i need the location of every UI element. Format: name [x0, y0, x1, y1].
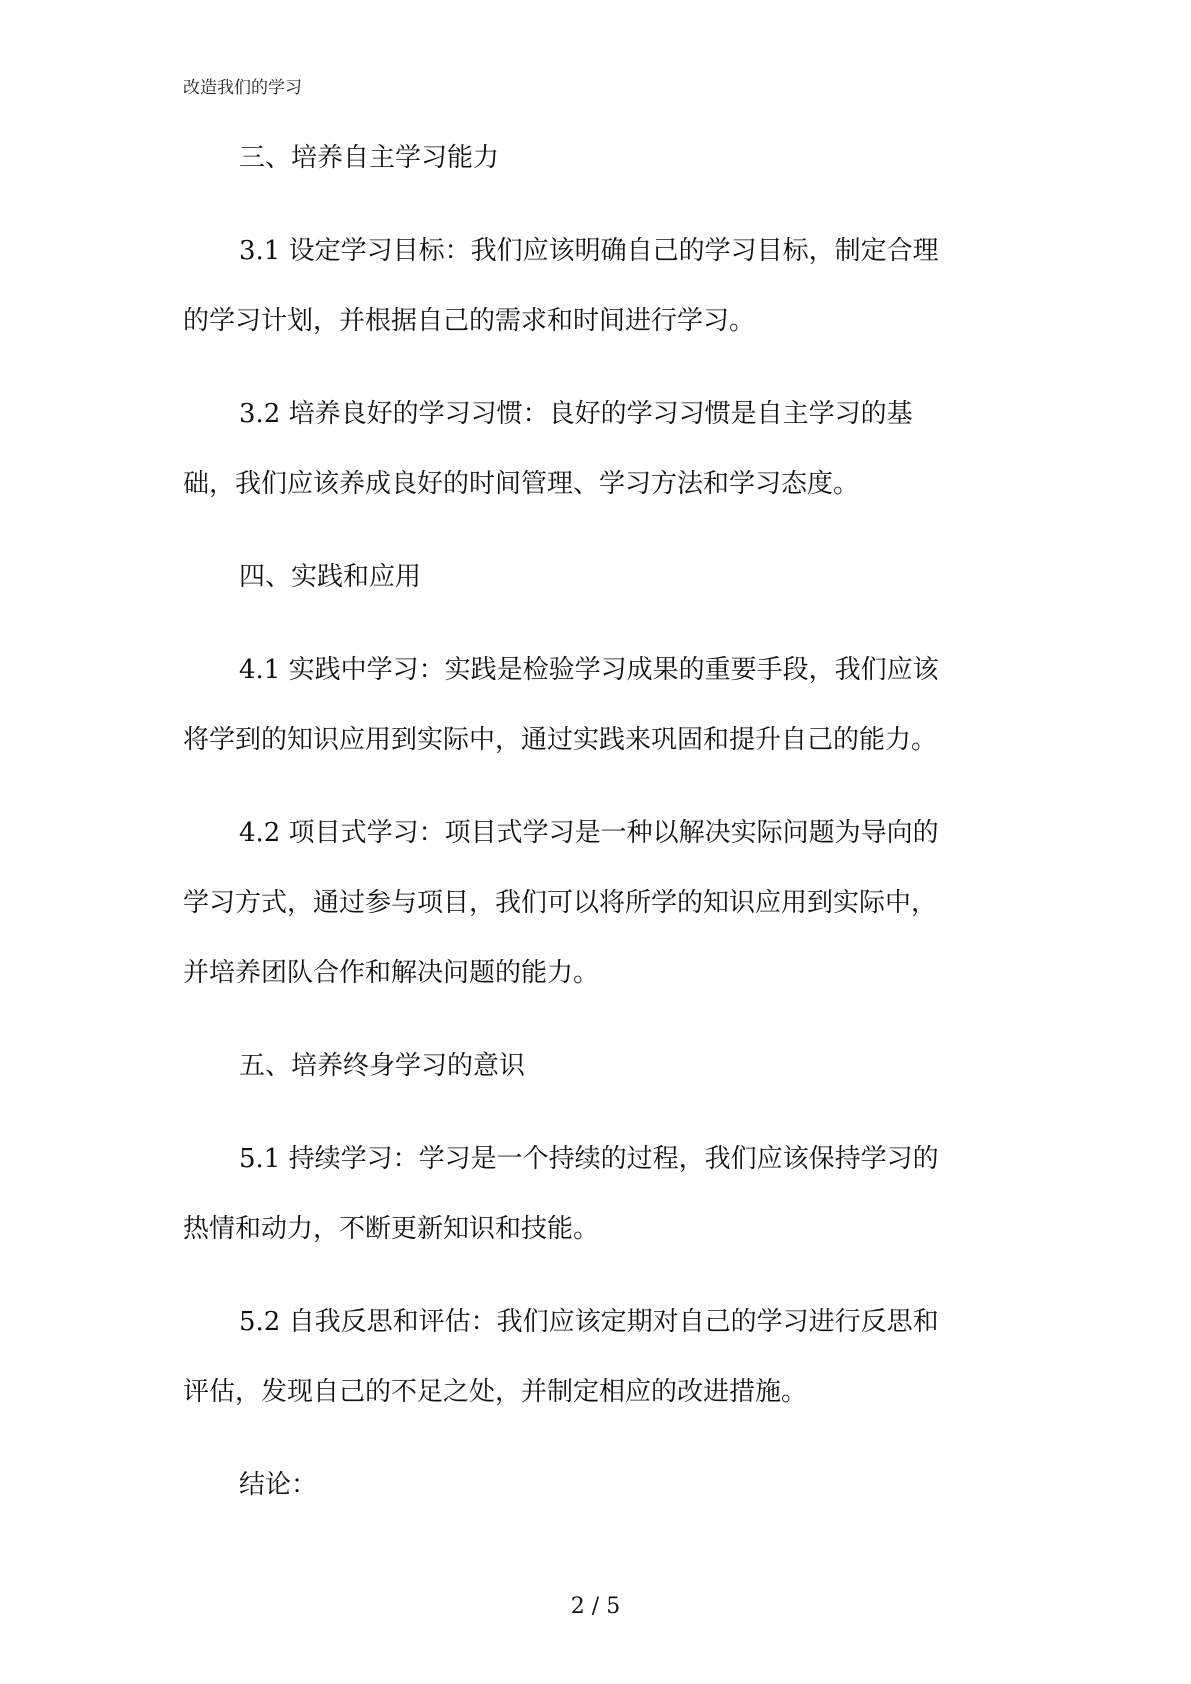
paragraph-line: 热情和动力，不断更新知识和技能。 [183, 1214, 600, 1244]
section-heading-5: 五、培养终身学习的意识 [239, 1051, 526, 1081]
document-header-title: 改造我们的学习 [183, 78, 302, 98]
paragraph-line: 学习方式，通过参与项目，我们可以将所学的知识应用到实际中， [183, 888, 938, 918]
paragraph-line: 3.2 培养良好的学习习惯：良好的学习习惯是自主学习的基 [239, 399, 913, 429]
paragraph-line: 3.1 设定学习目标：我们应该明确自己的学习目标，制定合理 [239, 236, 939, 266]
paragraph-line: 4.2 项目式学习：项目式学习是一种以解决实际问题为导向的 [239, 818, 939, 848]
paragraph-line: 将学到的知识应用到实际中，通过实践来巩固和提升自己的能力。 [183, 725, 938, 755]
paragraph-line: 4.1 实践中学习：实践是检验学习成果的重要手段，我们应该 [239, 655, 939, 685]
paragraph-4-2 [183, 815, 1003, 991]
paragraph-5-2 [183, 1304, 1003, 1410]
section-heading-3: 三、培养自主学习能力 [239, 143, 500, 173]
conclusion-heading: 结论： [239, 1470, 318, 1500]
paragraph-line: 5.2 自我反思和评估：我们应该定期对自己的学习进行反思和 [239, 1307, 939, 1337]
paragraph-5-1 [183, 1141, 1003, 1247]
paragraph-3-1 [183, 233, 1003, 339]
paragraph-line: 础，我们应该养成良好的时间管理、学习方法和学习态度。 [183, 469, 860, 499]
paragraph-line: 5.1 持续学习：学习是一个持续的过程，我们应该保持学习的 [239, 1144, 939, 1174]
document-body [183, 140, 1003, 1503]
page-indicator: 2 / 5 [570, 1594, 621, 1619]
paragraph-line: 的学习计划，并根据自己的需求和时间进行学习。 [183, 306, 756, 336]
paragraph-4-1 [183, 652, 1003, 758]
paragraph-line: 评估，发现自己的不足之处，并制定相应的改进措施。 [183, 1377, 808, 1407]
paragraph-3-2 [183, 396, 1003, 502]
section-heading-4: 四、实践和应用 [239, 562, 422, 592]
paragraph-line: 并培养团队合作和解决问题的能力。 [183, 958, 600, 988]
